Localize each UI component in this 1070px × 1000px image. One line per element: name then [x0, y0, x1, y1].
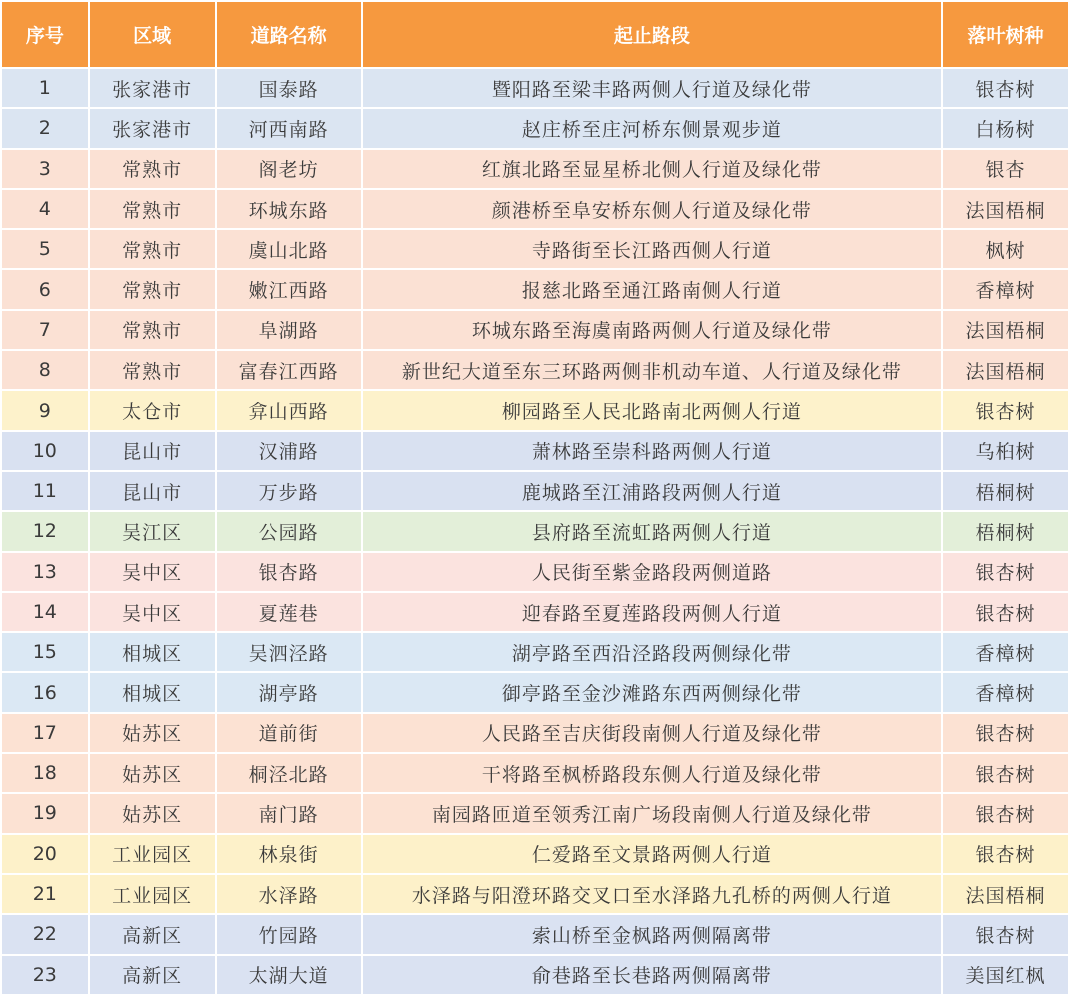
cell-section: 寺路街至长江路西侧人行道 — [363, 230, 941, 268]
table-row — [2, 714, 1068, 752]
cell-no: 5 — [2, 230, 88, 268]
table-row — [2, 673, 1068, 711]
cell-region: 相城区 — [90, 673, 215, 711]
cell-tree: 银杏树 — [943, 754, 1068, 792]
cell-no: 14 — [2, 593, 88, 631]
cell-section: 暨阳路至梁丰路两侧人行道及绿化带 — [363, 69, 941, 107]
cell-section: 鹿城路至江浦路段两侧人行道 — [363, 472, 941, 510]
cell-no: 16 — [2, 673, 88, 711]
cell-tree: 银杏 — [943, 150, 1068, 188]
cell-section: 县府路至流虹路两侧人行道 — [363, 512, 941, 550]
table-row — [2, 391, 1068, 429]
cell-road: 吴泗泾路 — [217, 633, 361, 671]
cell-road: 银杏路 — [217, 553, 361, 591]
cell-tree: 美国红枫 — [943, 956, 1068, 994]
header-no: 序号 — [2, 2, 88, 67]
table-row — [2, 794, 1068, 832]
cell-section: 人民路至吉庆街段南侧人行道及绿化带 — [363, 714, 941, 752]
cell-section: 报慈北路至通江路南侧人行道 — [363, 270, 941, 308]
cell-region: 高新区 — [90, 915, 215, 953]
table-row — [2, 150, 1068, 188]
cell-region: 相城区 — [90, 633, 215, 671]
cell-section: 颜港桥至阜安桥东侧人行道及绿化带 — [363, 190, 941, 228]
cell-road: 公园路 — [217, 512, 361, 550]
cell-section: 湖亭路至西沿泾路段两侧绿化带 — [363, 633, 941, 671]
cell-region: 张家港市 — [90, 109, 215, 147]
cell-region: 常熟市 — [90, 311, 215, 349]
table-row — [2, 432, 1068, 470]
table-row — [2, 553, 1068, 591]
cell-no: 13 — [2, 553, 88, 591]
cell-road: 阜湖路 — [217, 311, 361, 349]
cell-section: 水泽路与阳澄环路交叉口至水泽路九孔桥的两侧人行道 — [363, 875, 941, 913]
table-body — [2, 69, 1068, 994]
cell-region: 姑苏区 — [90, 794, 215, 832]
cell-road: 太湖大道 — [217, 956, 361, 994]
cell-tree: 法国梧桐 — [943, 190, 1068, 228]
cell-tree: 香樟树 — [943, 270, 1068, 308]
cell-no: 23 — [2, 956, 88, 994]
cell-no: 17 — [2, 714, 88, 752]
table-row — [2, 875, 1068, 913]
cell-tree: 香樟树 — [943, 673, 1068, 711]
cell-region: 昆山市 — [90, 472, 215, 510]
cell-region: 吴中区 — [90, 553, 215, 591]
table-row — [2, 633, 1068, 671]
cell-section: 迎春路至夏莲路段两侧人行道 — [363, 593, 941, 631]
cell-road: 湖亭路 — [217, 673, 361, 711]
cell-tree: 银杏树 — [943, 553, 1068, 591]
cell-tree: 银杏树 — [943, 835, 1068, 873]
header-region: 区域 — [90, 2, 215, 67]
cell-no: 2 — [2, 109, 88, 147]
cell-road: 环城东路 — [217, 190, 361, 228]
cell-region: 工业园区 — [90, 875, 215, 913]
header-tree: 落叶树种 — [943, 2, 1068, 67]
cell-no: 21 — [2, 875, 88, 913]
cell-tree: 法国梧桐 — [943, 311, 1068, 349]
cell-no: 8 — [2, 351, 88, 389]
cell-no: 1 — [2, 69, 88, 107]
cell-region: 工业园区 — [90, 835, 215, 873]
cell-road: 南门路 — [217, 794, 361, 832]
cell-tree: 白杨树 — [943, 109, 1068, 147]
cell-region: 常熟市 — [90, 230, 215, 268]
cell-road: 桐泾北路 — [217, 754, 361, 792]
cell-region: 姑苏区 — [90, 714, 215, 752]
cell-tree: 梧桐树 — [943, 512, 1068, 550]
cell-section: 人民街至紫金路段两侧道路 — [363, 553, 941, 591]
cell-road: 嫩江西路 — [217, 270, 361, 308]
cell-road: 竹园路 — [217, 915, 361, 953]
cell-no: 4 — [2, 190, 88, 228]
cell-section: 俞巷路至长巷路两侧隔离带 — [363, 956, 941, 994]
cell-no: 3 — [2, 150, 88, 188]
cell-no: 7 — [2, 311, 88, 349]
cell-no: 12 — [2, 512, 88, 550]
cell-tree: 银杏树 — [943, 69, 1068, 107]
table-row — [2, 190, 1068, 228]
table-row — [2, 835, 1068, 873]
cell-road: 水泽路 — [217, 875, 361, 913]
table-header — [2, 2, 1068, 67]
cell-region: 吴中区 — [90, 593, 215, 631]
cell-region: 太仓市 — [90, 391, 215, 429]
header-section: 起止路段 — [363, 2, 941, 67]
cell-road: 林泉街 — [217, 835, 361, 873]
cell-tree: 银杏树 — [943, 915, 1068, 953]
cell-no: 15 — [2, 633, 88, 671]
cell-road: 弇山西路 — [217, 391, 361, 429]
cell-section: 御亭路至金沙滩路东西两侧绿化带 — [363, 673, 941, 711]
cell-section: 索山桥至金枫路两侧隔离带 — [363, 915, 941, 953]
cell-region: 常熟市 — [90, 150, 215, 188]
cell-no: 22 — [2, 915, 88, 953]
cell-tree: 法国梧桐 — [943, 351, 1068, 389]
cell-road: 富春江西路 — [217, 351, 361, 389]
cell-section: 萧林路至崇科路两侧人行道 — [363, 432, 941, 470]
table-row — [2, 270, 1068, 308]
cell-section: 干将路至枫桥路段东侧人行道及绿化带 — [363, 754, 941, 792]
cell-region: 昆山市 — [90, 432, 215, 470]
cell-no: 11 — [2, 472, 88, 510]
cell-no: 9 — [2, 391, 88, 429]
cell-region: 吴江区 — [90, 512, 215, 550]
cell-road: 汉浦路 — [217, 432, 361, 470]
table-row — [2, 109, 1068, 147]
cell-tree: 乌桕树 — [943, 432, 1068, 470]
header-row — [2, 2, 1068, 67]
cell-section: 新世纪大道至东三环路两侧非机动车道、人行道及绿化带 — [363, 351, 941, 389]
cell-tree: 法国梧桐 — [943, 875, 1068, 913]
cell-tree: 梧桐树 — [943, 472, 1068, 510]
cell-road: 万步路 — [217, 472, 361, 510]
cell-tree: 银杏树 — [943, 714, 1068, 752]
cell-road: 河西南路 — [217, 109, 361, 147]
table-row — [2, 956, 1068, 994]
cell-road: 阁老坊 — [217, 150, 361, 188]
cell-tree: 香樟树 — [943, 633, 1068, 671]
cell-section: 柳园路至人民北路南北两侧人行道 — [363, 391, 941, 429]
cell-no: 18 — [2, 754, 88, 792]
cell-section: 赵庄桥至庄河桥东侧景观步道 — [363, 109, 941, 147]
cell-tree: 银杏树 — [943, 391, 1068, 429]
table-row — [2, 915, 1068, 953]
cell-road: 国泰路 — [217, 69, 361, 107]
cell-tree: 银杏树 — [943, 593, 1068, 631]
table-row — [2, 593, 1068, 631]
cell-section: 红旗北路至显星桥北侧人行道及绿化带 — [363, 150, 941, 188]
cell-road: 道前街 — [217, 714, 361, 752]
cell-region: 高新区 — [90, 956, 215, 994]
table-row — [2, 230, 1068, 268]
table-row — [2, 472, 1068, 510]
header-road: 道路名称 — [217, 2, 361, 67]
table-row — [2, 754, 1068, 792]
cell-road: 虞山北路 — [217, 230, 361, 268]
cell-section: 南园路匝道至领秀江南广场段南侧人行道及绿化带 — [363, 794, 941, 832]
cell-region: 常熟市 — [90, 190, 215, 228]
cell-no: 19 — [2, 794, 88, 832]
cell-section: 仁爱路至文景路两侧人行道 — [363, 835, 941, 873]
cell-tree: 银杏树 — [943, 794, 1068, 832]
cell-tree: 枫树 — [943, 230, 1068, 268]
cell-no: 6 — [2, 270, 88, 308]
table-row — [2, 351, 1068, 389]
table-row — [2, 311, 1068, 349]
table-row — [2, 69, 1068, 107]
cell-region: 张家港市 — [90, 69, 215, 107]
cell-region: 常熟市 — [90, 270, 215, 308]
cell-region: 姑苏区 — [90, 754, 215, 792]
cell-no: 20 — [2, 835, 88, 873]
cell-road: 夏莲巷 — [217, 593, 361, 631]
cell-no: 10 — [2, 432, 88, 470]
cell-section: 环城东路至海虞南路两侧人行道及绿化带 — [363, 311, 941, 349]
cell-region: 常熟市 — [90, 351, 215, 389]
table-row — [2, 512, 1068, 550]
